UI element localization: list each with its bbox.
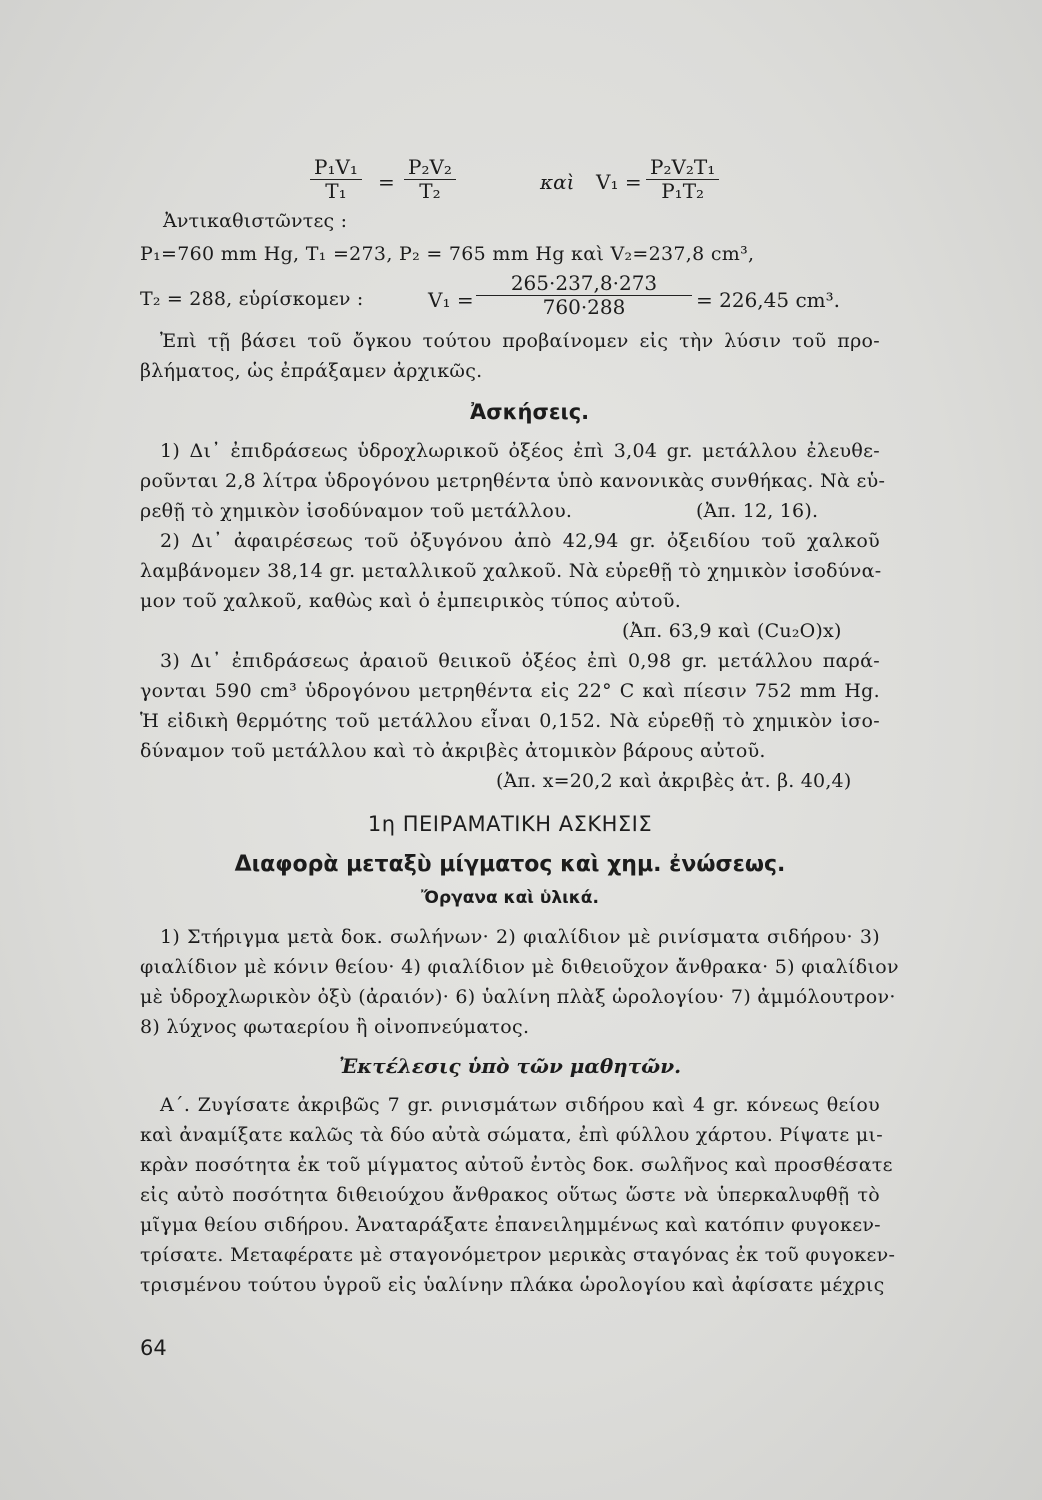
execution-line-1: Α΄. Ζυγίσατε ἀκριβῶς 7 gr. ρινισμάτων σιδήρου καὶ 4 gr. κόνεως θείου xyxy=(160,1094,880,1116)
exercise-2-line-2: λαμβάνομεν 38,14 gr. μεταλλικοῦ χαλκοῦ. Νὰ εὑρεθῇ τὸ χημικὸν ἰσοδύνα- xyxy=(140,560,882,582)
fraction-p1v1-t1 xyxy=(310,156,362,203)
fraction-denominator: 760·288 xyxy=(542,295,626,319)
execution-line-4: εἰς αὐτὸ ποσότητα διθειούχου ἄνθρακος οὕτως ὥστε νὰ ὑπερκαλυφθῇ τὸ xyxy=(140,1184,880,1206)
exercise-2-line-1: 2) Δι᾿ ἀφαιρέσεως τοῦ ὀξυγόνου ἀπὸ 42,94 gr. ὀξειδίου τοῦ χαλκοῦ xyxy=(160,530,880,552)
fraction-denominator: T₂ xyxy=(419,179,441,203)
basis-line-1: Ἐπὶ τῇ βάσει τοῦ ὄγκου τούτου προβαίνομεν εἰς τὴν λύσιν τοῦ προ- xyxy=(160,330,880,352)
exercise-3-line-1: 3) Δι᾿ ἐπιδράσεως ἀραιοῦ θειικοῦ ὀξέος ἐπὶ 0,98 gr. μετάλλου παρά- xyxy=(160,650,880,672)
values-line: P₁=760 mm Hg, T₁ =273, P₂ = 765 mm Hg καὶ V₂=237,8 cm³, xyxy=(140,243,755,265)
experiment-subtitle: Διαφορὰ μεταξὺ μίγματος καὶ χημ. ἐνώσεως. xyxy=(234,852,786,877)
fraction-numeric xyxy=(476,272,692,319)
exercise-2-answer: (Ἀπ. 63,9 καὶ (Cu₂O)x) xyxy=(622,620,842,642)
fraction-denominator: T₁ xyxy=(325,179,347,203)
exercise-3-answer: (Ἀπ. x=20,2 καὶ ἀκριβὲς ἀτ. β. 40,4) xyxy=(496,770,852,792)
instruments-line-1: 1) Στήριγμα μετὰ δοκ. σωλήνων· 2) φιαλίδιον μὲ ρινίσματα σιδήρου· 3) xyxy=(160,926,880,948)
fraction-p2v2-t2 xyxy=(404,156,456,203)
kai-word: καὶ xyxy=(540,170,575,194)
exercise-1-line-2: ροῦνται 2,8 λίτρα ὑδρογόνου μετρηθέντα ὑπὸ κανονικὰς συνθήκας. Νὰ εὑ- xyxy=(140,470,886,492)
result-value: = 226,45 cm³. xyxy=(696,288,840,312)
page-number: 64 xyxy=(140,1336,167,1360)
exercise-3-line-2: γονται 590 cm³ ὑδρογόνου μετρηθέντα εἰς 22° C καὶ πίεσιν 752 mm Hg. xyxy=(140,680,880,702)
exercise-3-line-4: δύναμον τοῦ μετάλλου καὶ τὸ ἀκριβὲς ἀτομικὸν βάρους αὐτοῦ. xyxy=(140,740,766,762)
fraction-denominator: P₁T₂ xyxy=(661,179,705,203)
exercise-1-line-3: ρεθῇ τὸ χημικὸν ἰσοδύναμον τοῦ μετάλλου. xyxy=(140,500,573,522)
fraction-numerator: P₁V₁ xyxy=(310,156,362,180)
instruments-line-4: 8) λύχνος φωταερίου ἢ οἰνοπνεύματος. xyxy=(140,1016,530,1038)
exercise-1-line-1: 1) Δι᾿ ἐπιδράσεως ὑδροχλωρικοῦ ὀξέος ἐπὶ 3,04 gr. μετάλλου ἐλευθε- xyxy=(160,440,880,462)
instruments-line-2: φιαλίδιον μὲ κόνιν θείου· 4) φιαλίδιον μὲ διθειοῦχον ἄνθρακα· 5) φιαλίδιον xyxy=(140,956,899,978)
substituting-label: Ἀντικαθιστῶντες : xyxy=(163,210,348,232)
execution-line-6: τρίσατε. Μεταφέρατε μὲ σταγονόμετρον μερικὰς σταγόνας ἐκ τοῦ φυγοκεν- xyxy=(140,1244,896,1266)
experiment-title: 1η ΠΕΙΡΑΜΑΤΙΚΗ ΑΣΚΗΣΙΣ xyxy=(367,812,653,836)
exercise-2-line-3: μον τοῦ χαλκοῦ, καθὼς καὶ ὁ ἐμπειρικὸς τύπος αὐτοῦ. xyxy=(140,590,682,612)
execution-line-5: μῖγμα θείου σιδήρου. Ἀναταράξατε ἐπανειλημμένως καὶ κατόπιν φυγοκεν- xyxy=(140,1214,881,1236)
execution-line-7: τρισμένου τούτου ὑγροῦ εἰς ὑαλίνην πλάκα ὡρολογίου καὶ ἀφίσατε μέχρις xyxy=(140,1274,885,1296)
execution-line-2: καὶ ἀναμίξατε καλῶς τὰ δύο αὐτὰ σώματα, ἐπὶ φύλλου χάρτου. Ρίψατε μι- xyxy=(140,1124,883,1146)
t2-label: T₂ = 288, εὑρίσκομεν : xyxy=(140,288,364,310)
v1-equals: V₁ = xyxy=(596,170,642,194)
v1-equals-result: V₁ = xyxy=(428,288,474,312)
exercise-3-line-3: Ἡ εἰδικὴ θερμότης τοῦ μετάλλου εἶναι 0,152. Νὰ εὑρεθῇ τὸ χημικὸν ἰσο- xyxy=(140,710,880,732)
exercise-1-answer: (Ἀπ. 12, 16). xyxy=(696,500,819,522)
fraction-p2v2t1-p1t2 xyxy=(646,156,719,203)
instruments-heading: Ὄργανα καὶ ὑλικά. xyxy=(421,888,599,908)
execution-line-3: κρὰν ποσότητα ἐκ τοῦ μίγματος αὐτοῦ ἐντὸς δοκ. σωλῆνος καὶ προσθέσατε xyxy=(140,1154,893,1176)
execution-heading: Ἐκτέλεσις ὑπὸ τῶν μαθητῶν. xyxy=(338,1054,682,1078)
basis-line-2: βλήματος, ὡς ἐπράξαμεν ἀρχικῶς. xyxy=(140,360,483,382)
instruments-line-3: μὲ ὑδροχλωρικὸν ὀξὺ (ἀραιόν)· 6) ὑαλίνη πλὰξ ὡρολογίου· 7) ἀμμόλουτρον· xyxy=(140,986,896,1008)
fraction-numerator: 265·237,8·273 xyxy=(476,272,692,296)
fraction-numerator: P₂V₂ xyxy=(404,156,456,180)
exercises-heading: Ἀσκήσεις. xyxy=(470,400,590,424)
equals-sign: = xyxy=(378,170,395,194)
fraction-numerator: P₂V₂T₁ xyxy=(646,156,719,180)
